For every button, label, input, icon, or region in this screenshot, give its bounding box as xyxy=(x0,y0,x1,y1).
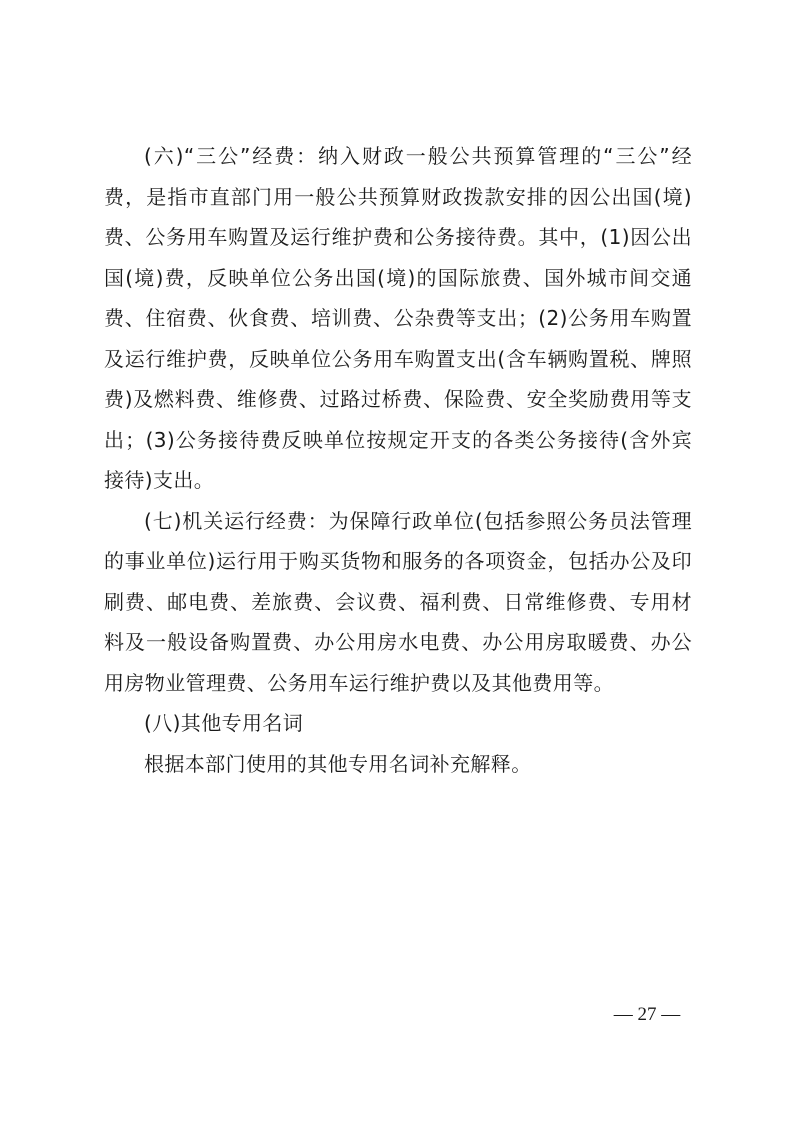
section-heading-other-terms: (八)其他专用名词 xyxy=(144,711,304,735)
paragraph-san-gong-expenses: (六)“三公”经费：纳入财政一般公共预算管理的“三公”经费，是指市直部门用一般公共预算财政拨款安排的因公出国(境)费、公务用车购置及运行维护费和公务接待费。其中，(1)因公出国(境)费，反映单位公务出国(境)的国际旅费、国外城市间交通费、住宿费、伙食费、培训费、公杂费等支出；(2)公务用车购置及运行维护费，反映单位公务用车购置支出(含车辆购置税、牌照费)及燃料费、维修费、过路过桥费、保险费、安全奖励费用等支出；(3)公务接待费反映单位按规定开支的各类公务接待(含外宾接待)支出。 xyxy=(104,144,692,492)
body-text xyxy=(104,136,692,784)
page-number: — 27 — xyxy=(613,1004,681,1025)
paragraph-other-terms-note: 根据本部门使用的其他专用名词补充解释。 xyxy=(144,751,532,776)
paragraph-agency-operating-expenses: (七)机关运行经费：为保障行政单位(包括参照公务员法管理的事业单位)运行用于购买货物和服务的各项资金，包括办公及印刷费、邮电费、差旅费、会议费、福利费、日常维修费、专用材料及一般设备购置费、办公用房水电费、办公用房取暖费、办公用房物业管理费、公务用车运行维护费以及其他费用等。 xyxy=(104,508,692,695)
